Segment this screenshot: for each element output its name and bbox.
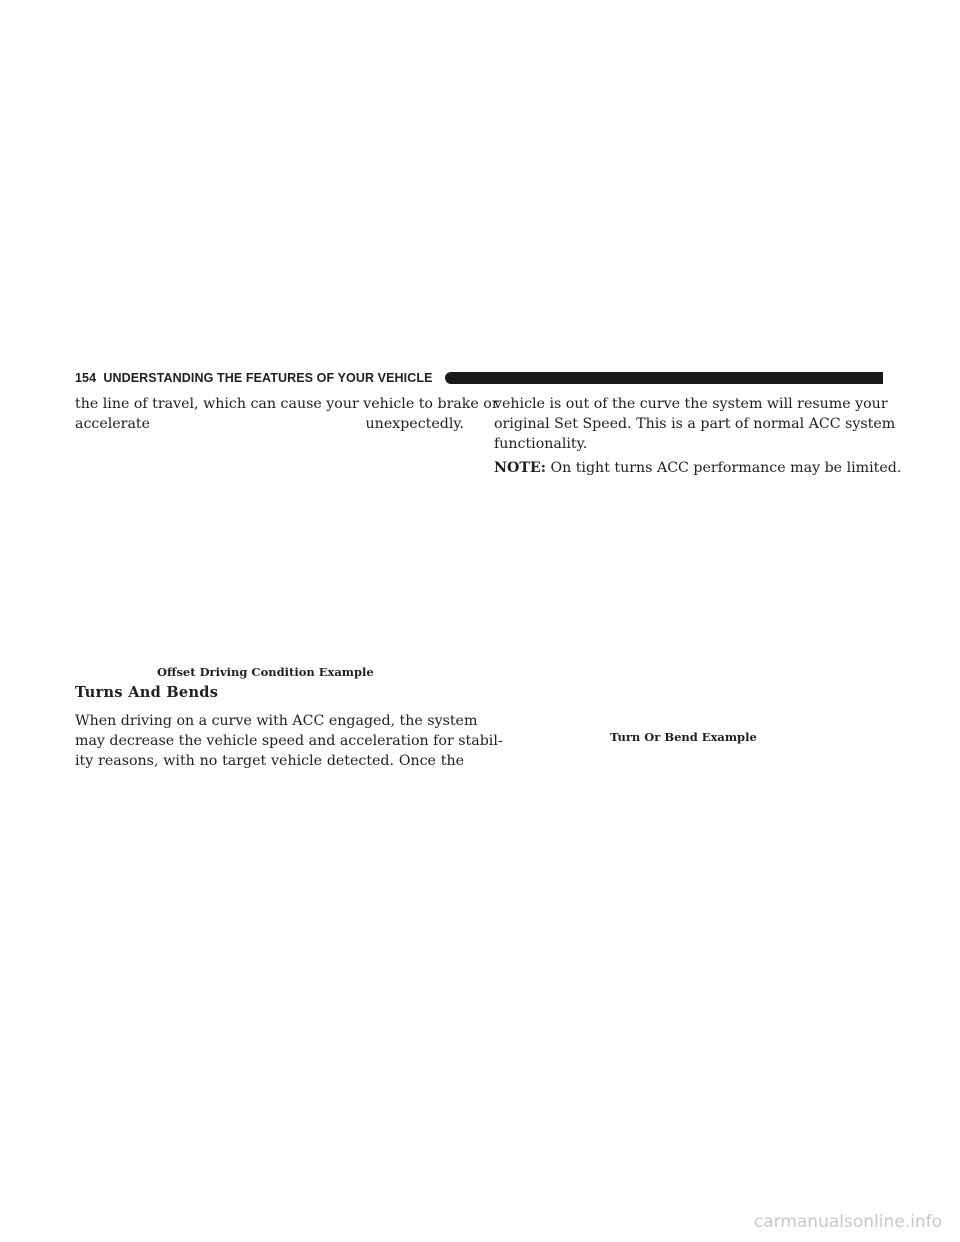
turn-bend-figure: [494, 492, 882, 720]
body-line: may decrease the vehicle speed and acceleration for stabil-: [75, 733, 503, 749]
intro-paragraph: [75, 394, 499, 434]
continued-line: original Set Speed. This is a part of normal ACC system: [494, 416, 896, 432]
note-paragraph: [494, 458, 902, 478]
intro-line: accelerate unexpectedly.: [75, 416, 464, 432]
watermark-text: carmanualsonline.info: [753, 1212, 942, 1232]
continued-line: vehicle is out of the curve the system will resume your: [494, 396, 888, 412]
section-heading: Turns And Bends: [75, 684, 219, 701]
page-number: 154: [75, 371, 97, 385]
header-rule: [445, 372, 883, 384]
offset-driving-figure: [75, 440, 464, 658]
section-title: UNDERSTANDING THE FEATURES OF YOUR VEHICLE: [103, 371, 433, 385]
note-text: On tight turns ACC performance may be limited.: [550, 460, 902, 476]
figure2-caption: Turn Or Bend Example: [610, 730, 757, 744]
body-line: When driving on a curve with ACC engaged, the system: [75, 713, 478, 729]
intro-line: the line of travel, which can cause your vehicle to brake or: [75, 396, 499, 412]
note-line: [494, 458, 902, 478]
continued-paragraph: [494, 394, 896, 454]
continued-line: functionality.: [494, 436, 588, 452]
note-label: NOTE:: [494, 460, 546, 476]
body-line: ity reasons, with no target vehicle detected. Once the: [75, 753, 464, 769]
figure1-caption: Offset Driving Condition Example: [157, 665, 374, 679]
page-header: [75, 369, 883, 387]
turns-paragraph: [75, 711, 503, 771]
header-text: [75, 369, 433, 387]
